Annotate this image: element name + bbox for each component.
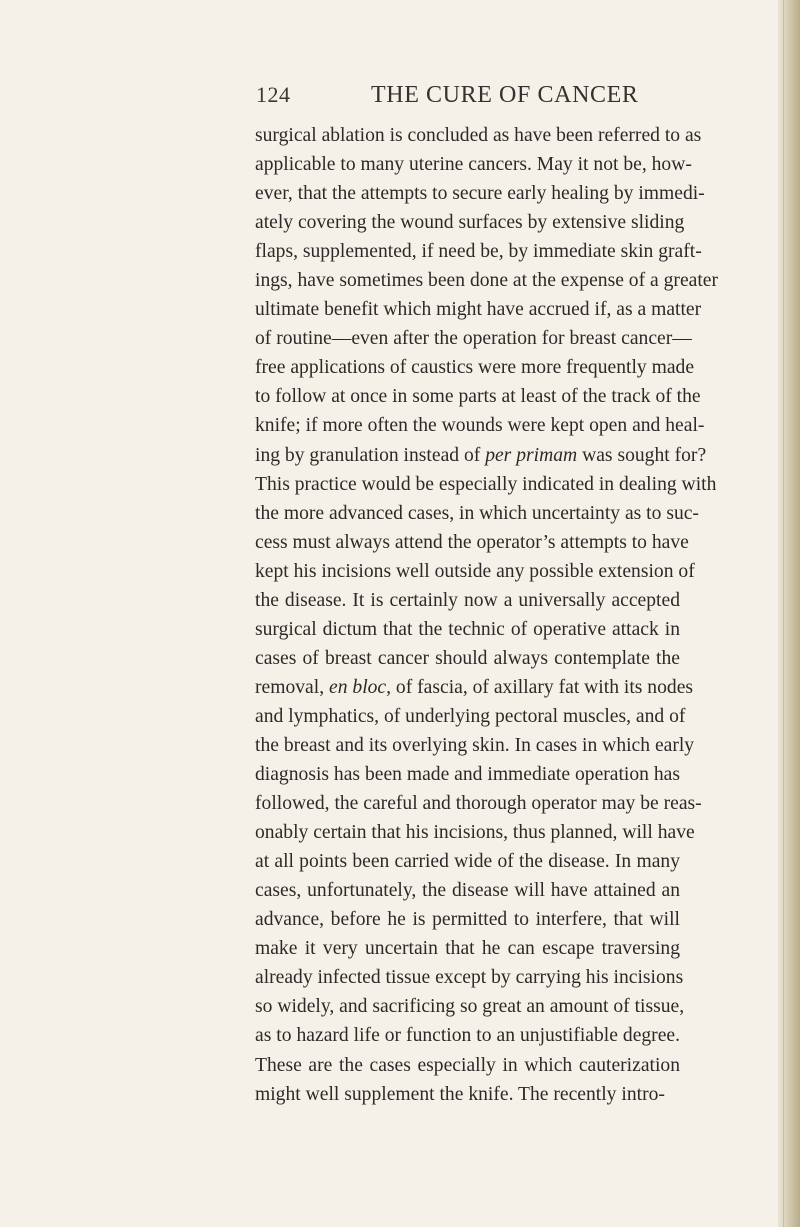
text-line: the breast and its overlying skin. In cases in which early <box>255 734 695 756</box>
italic-phrase: per primam <box>485 444 578 466</box>
text-line: at all points been carried wide of the disease. In many <box>255 851 680 873</box>
text-line: surgical dictum that the technic of operative attack in <box>255 618 680 640</box>
text-line: as to hazard life or function to an unjustifiable degree. <box>255 1025 680 1047</box>
italic-phrase: en bloc, <box>329 676 392 698</box>
text-line: already infected tissue except by carrying his incisions <box>255 967 684 989</box>
text-line: cases, unfortunately, the disease will have attained an <box>255 880 680 902</box>
text-line: of routine—even after the operation for breast cancer— <box>255 328 692 350</box>
text-line: might well supplement the knife. The recently intro- <box>255 1083 665 1105</box>
page-number: 124 <box>256 82 291 107</box>
text-line: cases of breast cancer should always contemplate the <box>255 647 680 669</box>
text-line <box>255 673 694 702</box>
text-line: applicable to many uterine cancers. May it not be, how- <box>255 154 692 176</box>
text-line: knife; if more often the wounds were kept open and heal- <box>255 415 705 437</box>
text-line: so widely, and sacrificing so great an amount of tissue, <box>255 996 685 1018</box>
text-line: ultimate benefit which might have accrued if, as a matter <box>255 299 702 321</box>
text-line: followed, the careful and thorough operator may be reas- <box>255 793 702 815</box>
text-line: These are the cases especially in which cauterization <box>255 1054 680 1076</box>
text-line: flaps, supplemented, if need be, by immediate skin graft- <box>255 241 702 263</box>
text-segment: was sought for? <box>577 444 707 466</box>
text-line: to follow at once in some parts at least of the track of the <box>255 386 701 408</box>
text-line: onably certain that his incisions, thus planned, will have <box>255 822 695 844</box>
page-header <box>256 82 656 118</box>
text-segment: removal, <box>255 676 329 698</box>
page-edge-line <box>783 0 784 1227</box>
text-line: free applications of caustics were more frequently made <box>255 357 695 379</box>
text-line <box>255 441 707 470</box>
text-segment: ing by granulation instead of <box>255 444 486 466</box>
running-head: THE CURE OF CANCER <box>371 82 639 108</box>
text-line: and lymphatics, of underlying pectoral muscles, and of <box>255 705 686 727</box>
page-edge <box>778 0 800 1227</box>
text-line: kept his incisions well outside any possible extension of <box>255 560 695 582</box>
text-segment: of fascia, of axillary fat with its nodes <box>391 676 694 698</box>
text-line: the more advanced cases, in which uncertainty as to suc- <box>255 502 699 524</box>
text-line: ings, have sometimes been done at the expense of a greater <box>255 270 718 292</box>
text-line: ever, that the attempts to secure early healing by immedi- <box>255 183 705 205</box>
text-line: make it very uncertain that he can escape traversing <box>255 938 680 960</box>
text-line: the disease. It is certainly now a universally accepted <box>255 589 680 611</box>
body-text <box>255 121 718 1109</box>
text-line: cess must always attend the operator’s attempts to have <box>255 531 689 553</box>
text-line: This practice would be especially indicated in dealing with <box>255 473 717 495</box>
text-line: ately covering the wound surfaces by extensive sliding <box>255 212 685 234</box>
text-line: diagnosis has been made and immediate operation has <box>255 764 680 786</box>
text-line: advance, before he is permitted to interfere, that will <box>255 909 680 931</box>
text-line: surgical ablation is concluded as have been referred to as <box>255 125 702 146</box>
